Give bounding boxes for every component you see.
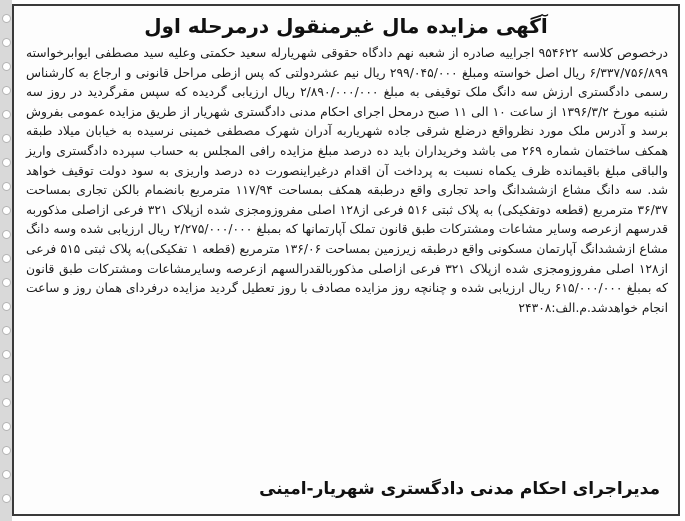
punch-hole-icon [2,230,11,239]
punch-hole-icon [2,86,11,95]
punch-hole-icon [2,398,11,407]
punch-hole-icon [2,62,11,71]
auction-notice-box [12,4,680,516]
punch-hole-icon [2,302,11,311]
notice-signature: مدیراجرای احکام مدنی دادگستری شهریار-امینی [259,479,660,499]
punch-hole-icon [2,326,11,335]
punch-hole-icon [2,206,11,215]
punch-hole-icon [2,350,11,359]
punch-hole-icon [2,254,11,263]
punch-hole-icon [2,446,11,455]
punch-hole-icon [2,158,11,167]
punch-hole-icon [2,14,11,23]
punch-hole-icon [2,182,11,191]
punch-hole-icon [2,134,11,143]
notice-title: آگهی مزایده مال غیرمنقول درمرحله اول [144,14,548,38]
punch-hole-icon [2,422,11,431]
perforated-left-margin [0,0,12,521]
punch-hole-icon [2,110,11,119]
punch-hole-icon [2,374,11,383]
punch-hole-icon [2,470,11,479]
punch-hole-icon [2,494,11,503]
punch-hole-icon [2,278,11,287]
notice-body: درخصوص کلاسه ۹۵۴۶۲۲ اجراییه صادره از شعبه نهم دادگاه حقوقی شهریارله سعید حکمتی وعلیه سید مصطفی ایوابرخواسته ۶/۳۳۷/۷۵۶/۸۹۹ ریال اصل خواسته ومبلغ ۲۹۹/۰۴۵/۰۰۰ ریال نیم عشردولتی که پس ازطی مراحل قانونی و ارجاع به کارشناس رسمی دادگستری ارزش سه دانگ ملک توقیفی به مبلغ ۲/۸۹۰/۰۰۰/۰۰۰ ریال ارزیابی گردیده که سپس مقرگردید در روز سه شنبه مورخ ۱۳۹۶/۳/۲ از ساعت ۱۰ الی ۱۱ صبح درمحل اجرای احکام مدنی دادگستری شهریار از طریق مزایده عمومی بفروش برسد و آدرس ملک مورد نظرواقع درضلع شرقی جاده شهریاربه آدران شهرک مصطفی خمینی نرسیده به خیابان میلاد طبقه همکف ساختمان شماره ۲۶۹ می باشد وخریداران باید ده درصد مبلغ مزایده رافی المجلس به حساب سپرده دادگستری واریز والباقی مبلغ باقیمانده ظرف یکماه نسبت به پرداخت آن اقدام درغیراینصورت ده درصد واریزی به سود دولت توقیف خواهد شد. سه دانگ مشاع ازششدانگ واحد تجاری واقع درطبقه همکف بمساحت ۱۱۷/۹۴ مترمربع بانضمام بالکن تجاری بمساحت ۳۶/۳۷ مترمربع (قطعه دوتفکیکی) به پلاک ثبتی ۵۱۶ فرعی از۱۲۸ اصلی مفروزومجزی شده ازپلاک ۳۲۱ فرعی ازاصلی مذکوربه قدرسهم ازعرصه وسایر مشاعات ومشترکات طبق قانون تملک آپارتمانها که بمبلغ ۲/۲۷۵/۰۰۰/۰۰۰ ریال ارزیابی شده وسه دانگ مشاع ازششدانگ آپارتمان مسکونی واقع درطبقه زیرزمین بمساحت ۱۳۶/۰۶ مترمربع (قطعه ۱ تفکیکی)به پلاک ثبتی ۵۱۵ فرعی از۱۲۸ اصلی مفروزومجزی شده ازپلاک ۳۲۱ فرعی ازاصلی مذکوربالقدرالسهم ازعرصه وسایرمشاعات ومشترکات طبق قانون که بمبلغ ۶۱۵/۰۰۰/۰۰۰ ریال ارزیابی شده و چنانچه روز مزایده مصادف با روز تعطیل گردید مزایده درفردای همان روز و ساعت انجام خواهدشد.م.الف:۲۴۳۰۸ [26,46,669,315]
punch-hole-icon [2,38,11,47]
